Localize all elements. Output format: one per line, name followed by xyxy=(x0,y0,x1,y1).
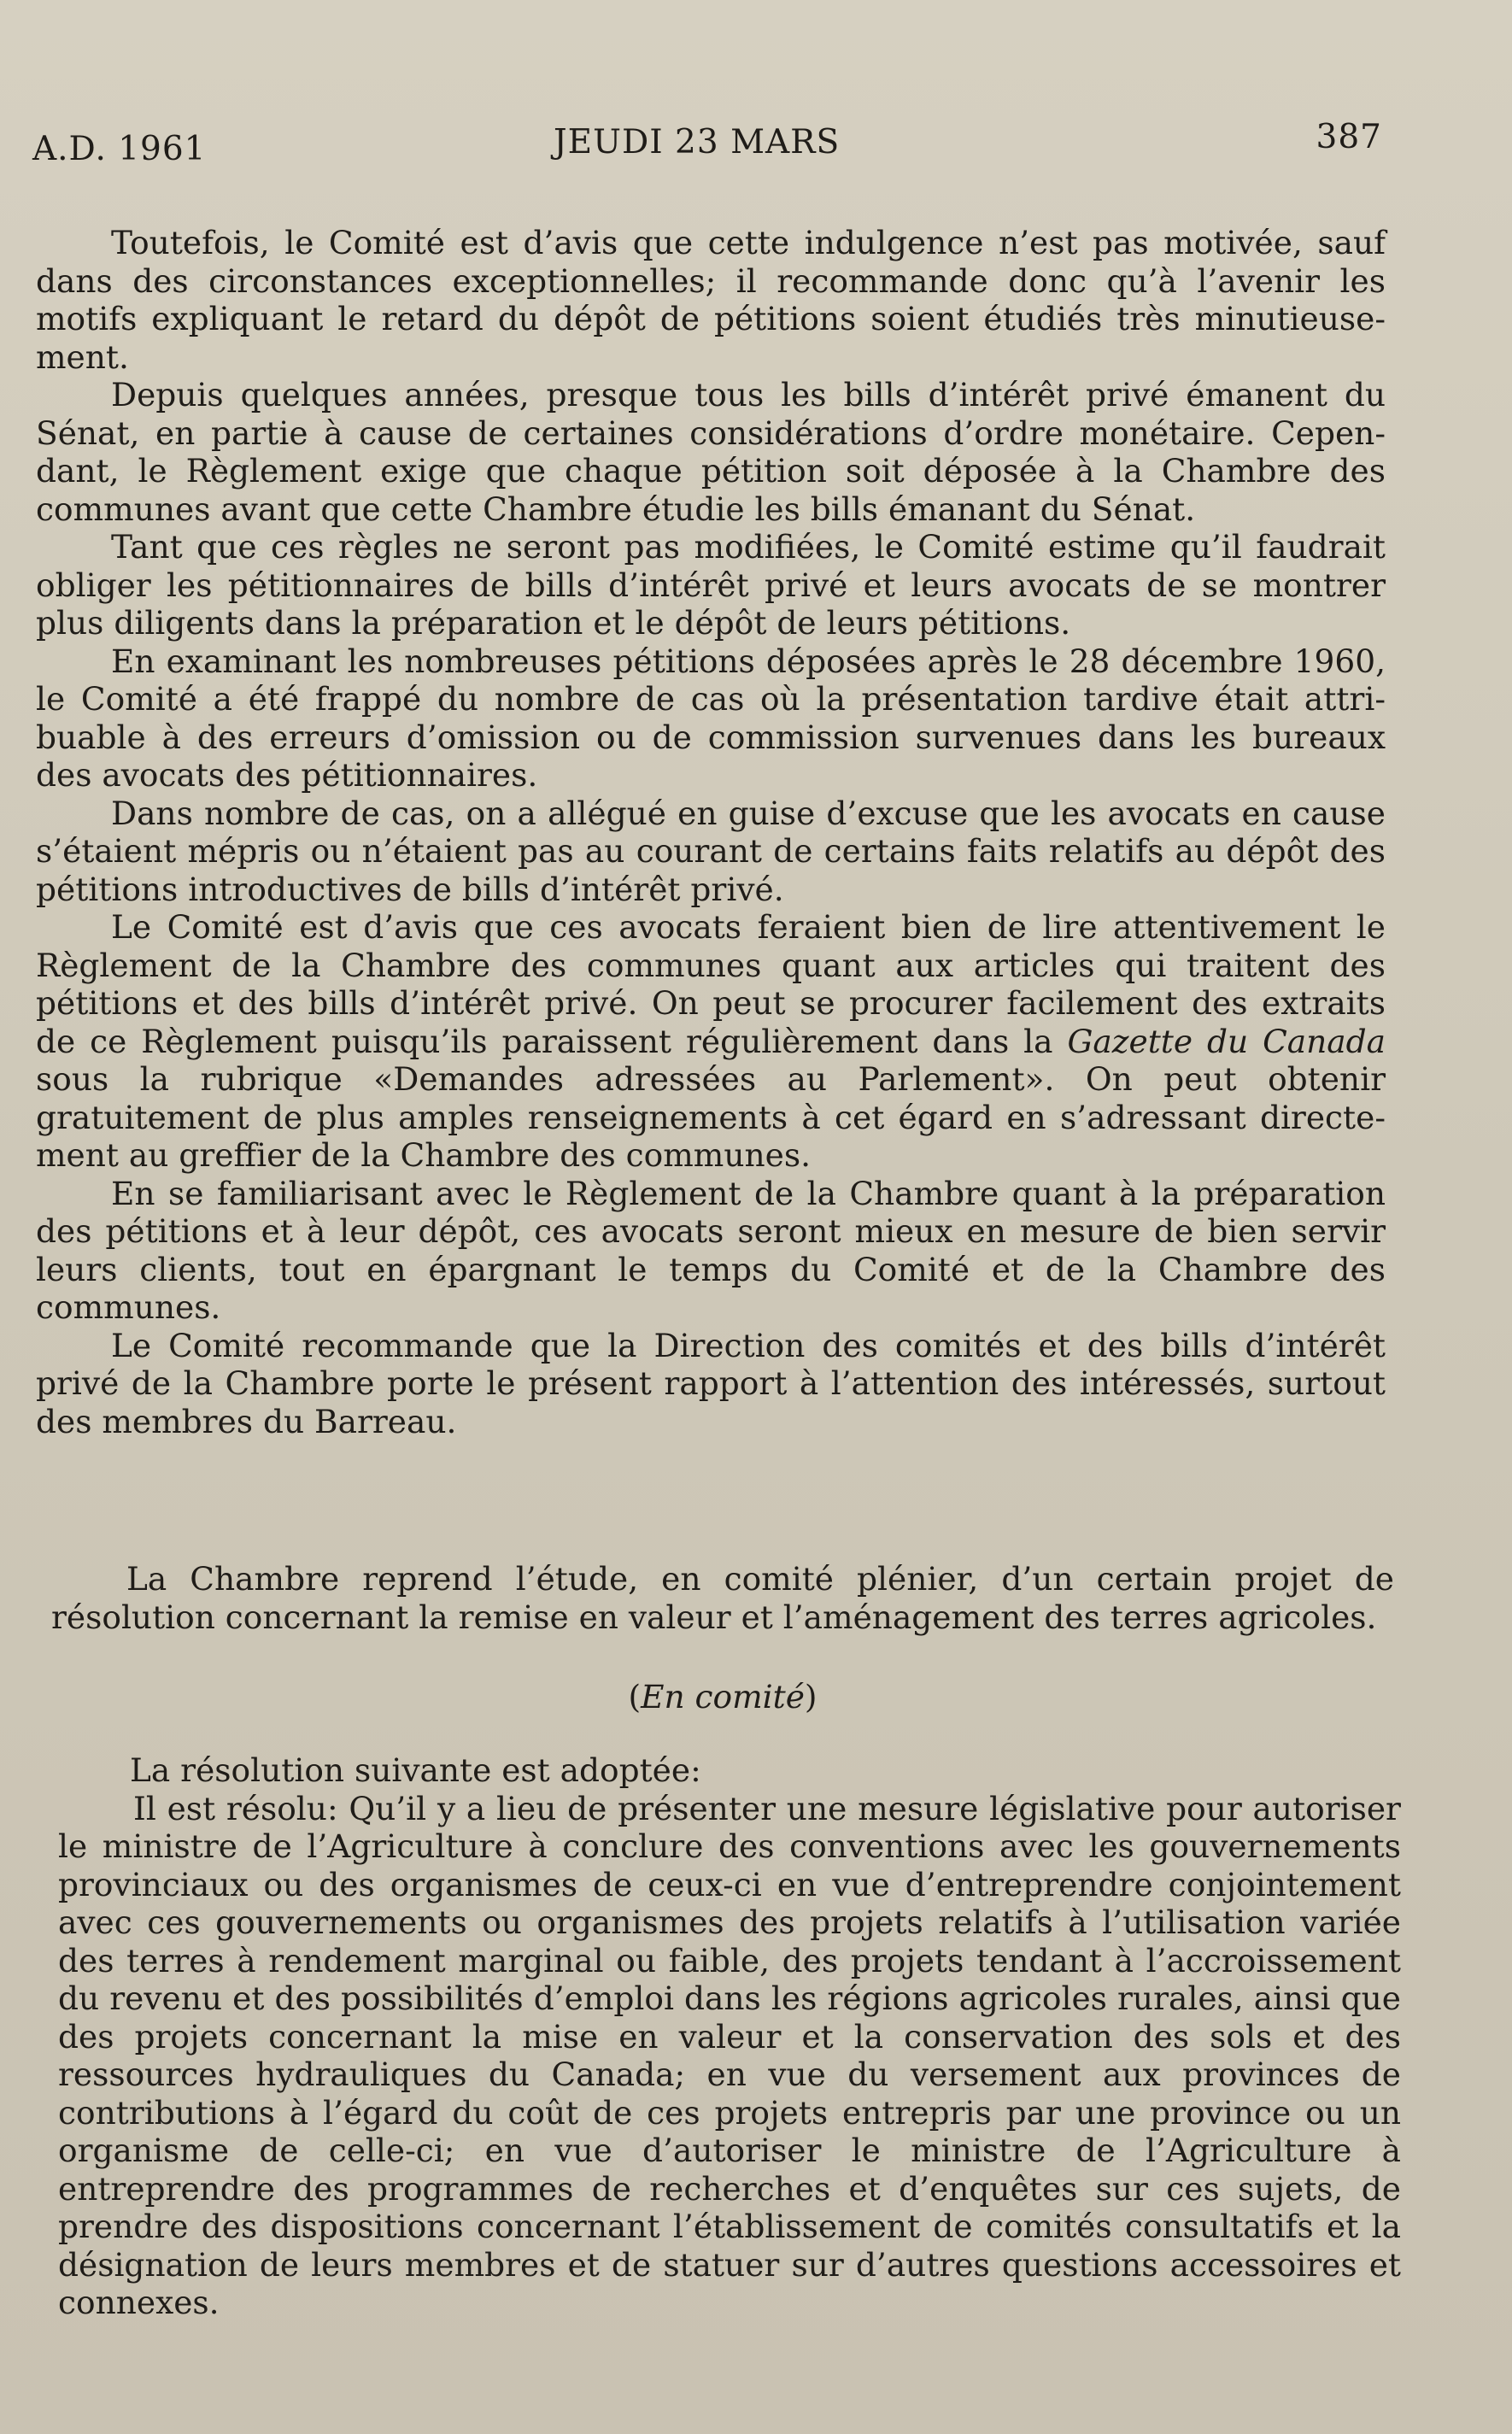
paragraph: Depuis quelques années, presque tous les bills d’intérêt privé émanent du Sénat, en partie à cause de certaines considérations d’ordre monétaire. Cependant, le Règlement exige que chaque pétition soit déposée à la Chambre des communes avant que cette Chambre étudie les bills émanant du Sénat. xyxy=(36,376,1386,528)
paragraph: Toutefois, le Comité est d’avis que cette indulgence n’est pas motivée, sauf dans des circonstances exceptionnelles; il recommande donc qu’à l’avenir les motifs expliquant le retard du dépôt de pétitions soient étudiés très minutieusement. xyxy=(36,224,1386,376)
running-header xyxy=(32,118,1382,173)
resolution-paragraph: Il est résolu: Qu’il y a lieu de présenter une mesure législative pour autoriser le ministre de l’Agriculture à conclure des conventions avec les gouvernements provinciaux ou des organismes de ceux-ci en vue d’entreprendre conjointement avec ces gouvernements ou organismes des projets relatifs à l’utilisation variée des terres à rendement marginal ou faible, des projets tendant à l’accroissement du revenu et des possibilités d’emploi dans les régions agricoles rurales, ainsi que des projets concernant la mise en valeur et la conservation des sols et des ressources hydrauliques du Canada; en vue du versement aux provinces de contributions à l’égard du coût de ces projets entrepris par une province ou un organisme de celle-ci; en vue d’autoriser le ministre de l’Agriculture à entreprendre des programmes de recherches et d’enquêtes sur ces sujets, de prendre des dispositions concernant l’établissement de comités consultatifs et la désignation de leurs membres et de statuer sur d’autres questions accessoires et connexes. xyxy=(58,1789,1401,2321)
subhead-text: En comité xyxy=(641,1678,805,1716)
paragraph: Le Comité recommande que la Direction des comités et des bills d’intérêt privé de la Chambre porte le présent rapport à l’attention des intéressés, surtout des membres du Barreau. xyxy=(36,1326,1386,1440)
header-date: JEUDI 23 MARS xyxy=(554,123,841,161)
paragraph-gazette xyxy=(36,908,1386,1175)
paragraph: Tant que ces règles ne seront pas modifiées, le Comité estime qu’il faudrait obliger les pétitionnaires de bills d’intérêt privé et leurs avocats de se montrer plus diligents dans la préparation et le dépôt de leurs pétitions. xyxy=(36,528,1386,642)
in-committee-heading xyxy=(51,1678,1394,1716)
paragraph: Dans nombre de cas, on a allégué en guise d’excuse que les avocats en cause s’étaient mépris ou n’étaient pas au courant de certains faits relatifs au dépôt des pétitions introductives de bills d’intérêt privé. xyxy=(36,794,1386,908)
page-number: 387 xyxy=(1316,118,1382,156)
paragraph-text: Le Comité est d’avis que ces avocats feraient bien de lire attentivement le Règlement de la Chambre des communes quant aux articles qui traitent des pétitions et des bills d’intérêt privé. On peut se procurer facilement des extraits de ce Règlement puisqu’ils paraissent régulièrement dans la xyxy=(36,908,1386,1060)
paragraph: En examinant les nombreuses pétitions déposées après le 28 décembre 1960, le Comité a été frappé du nombre de cas où la présentation tardive était attribuable à des erreurs d’omission ou de commission survenues dans les bureaux des avocats des pétitionnaires. xyxy=(36,642,1386,794)
header-year: A.D. 1961 xyxy=(32,130,207,168)
gazette-title: Gazette du Canada xyxy=(1067,1022,1386,1060)
paren-open: ( xyxy=(628,1678,642,1716)
paragraph: En se familiarisant avec le Règlement de la Chambre quant à la préparation des pétitions et à leur dépôt, ces avocats seront mieux en mesure de bien servir leurs clients, tout en épargnant le temps du Comité et de la Chambre des communes. xyxy=(36,1174,1386,1326)
paragraph: La résolution suivante est adoptée: xyxy=(130,1751,701,1789)
paragraph: La Chambre reprend l’étude, en comité plénier, d’un certain projet de résolution concernant la remise en valeur et l’aménagement des terres agricoles. xyxy=(51,1560,1394,1636)
house-resumes-text xyxy=(51,1560,1394,1636)
resolution-text xyxy=(58,1751,1401,2322)
paragraph-text: sous la rubrique «Demandes adressées au Parlement». On peut obtenir gratuitement de plus amples renseignements à cet égard en s’adressant directement au greffier de la Chambre des communes. xyxy=(36,1060,1386,1174)
committee-report-text xyxy=(36,224,1386,1440)
paren-close: ) xyxy=(804,1678,818,1716)
